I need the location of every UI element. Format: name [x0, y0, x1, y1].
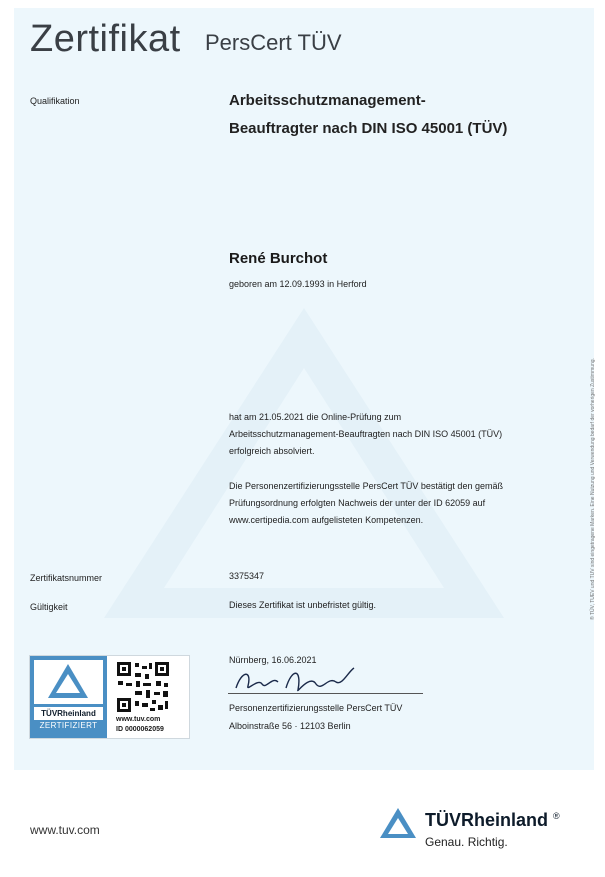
qr-code-icon	[116, 661, 170, 713]
statement-line: erfolgreich absolviert.	[229, 446, 315, 456]
badge-blue-panel	[30, 656, 107, 738]
trademark-note: ® TÜV, TUEV und TUV sind eingetragene Marken. Eine Nutzung und Verwendung bedarf der vorherigen Zustimmung.	[590, 358, 596, 620]
footer-logo-text: TÜVRheinland	[425, 810, 549, 830]
signature-address: Alboinstraße 56 · 12103 Berlin	[229, 721, 351, 731]
tuv-logo-icon	[378, 806, 418, 840]
holder-name: René Burchot	[229, 250, 328, 267]
statement-line: Prüfungsordnung erfolgten Nachweis der unter der ID 62059 auf	[229, 498, 486, 508]
cert-number-label: Zertifikatsnummer	[30, 573, 103, 583]
validity-value: Dieses Zertifikat ist unbefristet gültig.	[229, 600, 377, 610]
signature-mark	[232, 664, 362, 696]
holder-birth: geboren am 12.09.1993 in Herford	[229, 279, 367, 289]
footer-url: www.tuv.com	[30, 823, 100, 837]
qualification-label: Qualifikation	[30, 96, 80, 106]
footer-slogan: Genau. Richtig.	[425, 835, 508, 849]
badge-brand: TÜVRheinland	[34, 707, 103, 720]
statement-line: Die Personenzertifizierungsstelle PersCert TÜV bestätigt den gemäß	[229, 481, 503, 491]
certification-badge	[29, 655, 190, 739]
statement-line: hat am 21.05.2021 die Online-Prüfung zum	[229, 412, 402, 422]
badge-logo-area	[34, 660, 103, 704]
statement-line: Arbeitsschutzmanagement-Beauftragten nach DIN ISO 45001 (TÜV)	[229, 429, 503, 439]
page-subtitle: PersCert TÜV	[205, 30, 342, 55]
validity-label: Gültigkeit	[30, 602, 68, 612]
signature-org: Personenzertifizierungsstelle PersCert TÜV	[229, 703, 403, 713]
qualification-line-1: Arbeitsschutzmanagement-	[229, 92, 426, 109]
badge-id: ID 0000062059	[116, 726, 164, 733]
page-title: Zertifikat	[30, 18, 181, 60]
registered-mark: ®	[553, 811, 560, 821]
badge-certified: ZERTIFIZIERT	[39, 721, 98, 730]
tuv-triangle-icon	[34, 660, 103, 704]
badge-url: www.tuv.com	[116, 716, 161, 723]
cert-number-value: 3375347	[229, 571, 265, 581]
signature-line	[228, 693, 423, 694]
signature-place-date: Nürnberg, 16.06.2021	[229, 655, 317, 665]
statement-line: www.certipedia.com aufgelisteten Kompetenzen.	[229, 515, 424, 525]
qualification-line-2: Beauftragter nach DIN ISO 45001 (TÜV)	[229, 120, 508, 137]
